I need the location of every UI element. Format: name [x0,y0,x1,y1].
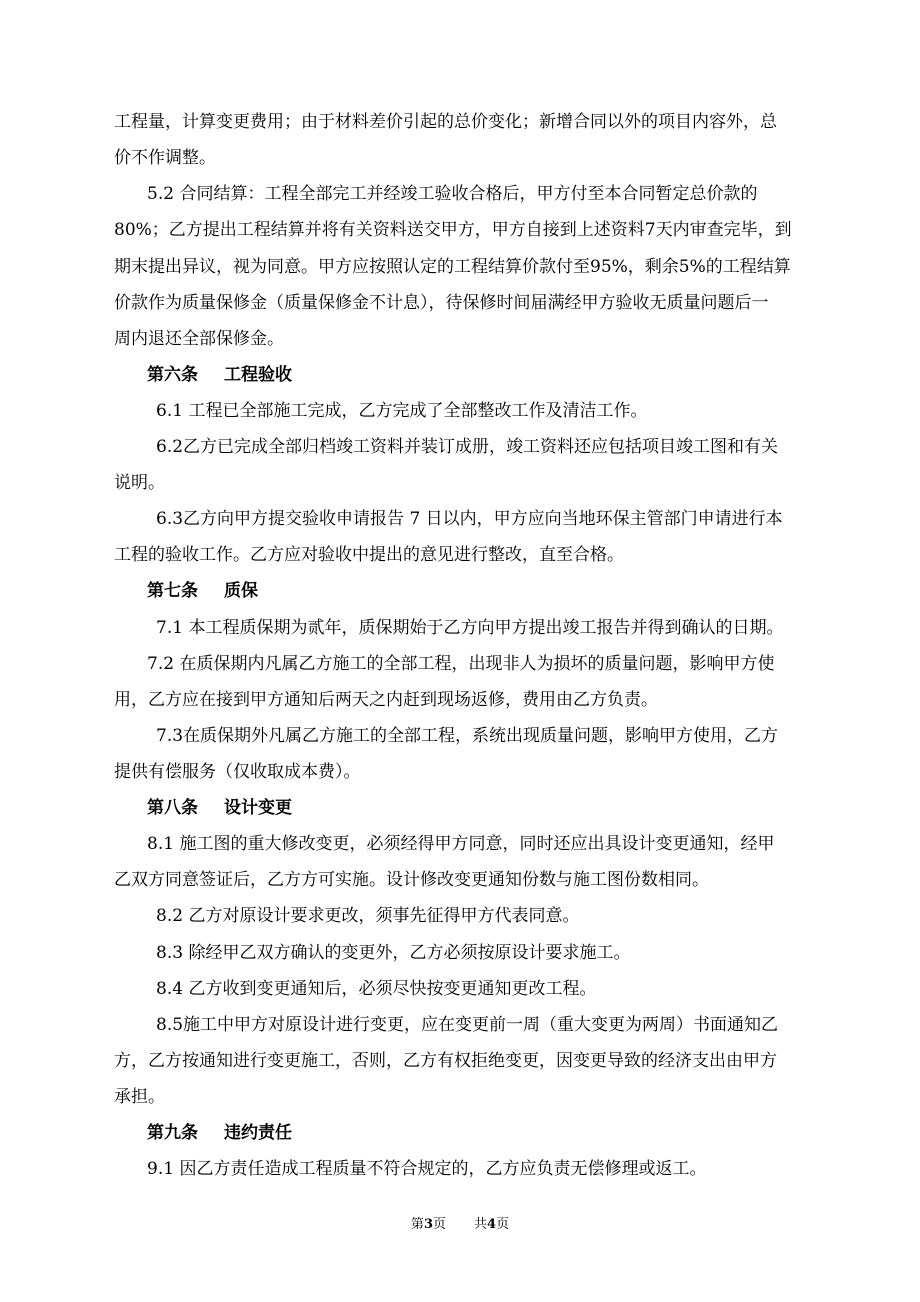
paragraph-line: 7.3在质保期外凡属乙方施工的全部工程，系统出现质量问题，影响甲方使用，乙方 [156,726,779,746]
paragraph-line: 8.1 施工图的重大修改变更，必须经得甲方同意，同时还应出具设计变更通知，经甲 [147,834,775,854]
paragraph-line: 5.2 合同结算：工程全部完工并经竣工验收合格后，甲方付至本合同暂定总价款的 [147,184,758,204]
section-title: 违约责任 [224,1123,292,1143]
paragraph-line: 8.5施工中甲方对原设计进行变更，应在变更前一周（重大变更为两周）书面通知乙 [156,1015,779,1035]
paragraph-line: 周内退还全部保修金。 [114,329,284,349]
paragraph-line: 7.1 本工程质保期为贰年，质保期始于乙方向甲方提出竣工报告并得到确认的日期。 [156,618,784,638]
page-footer [0,1217,920,1233]
paragraph-line: 乙双方同意签证后，乙方方可实施。设计修改变更通知份数与施工图份数相同。 [114,870,709,890]
paragraph-line: 价不作调整。 [114,148,216,168]
paragraph-line: 6.3乙方向甲方提交验收申请报告 7 日以内，甲方应向当地环保主管部门申请进行本 [156,509,783,529]
section-number: 第八条 [147,798,198,818]
section-heading-6 [147,364,292,386]
paragraph-line: 8.4 乙方收到变更通知后，必须尽快按变更通知更改工程。 [156,979,597,999]
section-heading-9 [147,1122,292,1144]
paragraph-line: 8.3 除经甲乙双方确认的变更外，乙方必须按原设计要求施工。 [156,943,631,963]
paragraph-line: 提供有偿服务（仅收取成本费）。 [114,762,361,782]
section-heading-7 [147,580,258,602]
section-number: 第九条 [147,1123,198,1143]
paragraph-line: 6.2乙方已完成全部归档竣工资料并装订成册，竣工资料还应包括项目竣工图和有关 [156,437,779,457]
paragraph-line: 80%；乙方提出工程结算并将有关资料送交甲方，甲方自接到上述资料7天内审查完毕，到 [114,220,792,240]
paragraph-line: 方，乙方按通知进行变更施工，否则，乙方有权拒绝变更，因变更导致的经济支出由甲方 [114,1051,777,1071]
page-total: 共4页 [474,1217,510,1232]
paragraph-line: 8.2 乙方对原设计要求更改，须事先征得甲方代表同意。 [156,906,580,926]
paragraph-line: 说明。 [114,473,165,493]
section-title: 质保 [224,581,258,601]
paragraph-line: 9.1 因乙方责任造成工程质量不符合规定的，乙方应负责无偿修理或返工。 [147,1159,707,1179]
paragraph-line: 价款作为质量保修金（质量保修金不计息），待保修时间届满经甲方验收无质量问题后一 [114,293,769,313]
section-title: 工程验收 [224,365,292,385]
paragraph-line: 工程的验收工作。乙方应对验收中提出的意见进行整改，直至合格。 [114,545,624,565]
paragraph-line: 期末提出异议，视为同意。甲方应按照认定的工程结算价款付至95%，剩余5%的工程结算 [114,257,791,277]
paragraph-line: 承担。 [114,1087,165,1107]
section-number: 第七条 [147,581,198,601]
section-number: 第六条 [147,365,198,385]
paragraph-line: 工程量，计算变更费用；由于材料差价引起的总价变化；新增合同以外的项目内容外，总 [114,112,777,132]
paragraph-line: 7.2 在质保期内凡属乙方施工的全部工程，出现非人为损坏的质量问题，影响甲方使 [147,654,775,674]
section-title: 设计变更 [224,798,292,818]
page-number: 第3页 [410,1217,446,1232]
paragraph-line: 用，乙方应在接到甲方通知后两天之内赶到现场返修，费用由乙方负责。 [114,690,658,710]
paragraph-line: 6.1 工程已全部施工完成，乙方完成了全部整改工作及清洁工作。 [156,401,648,421]
section-heading-8 [147,797,292,819]
